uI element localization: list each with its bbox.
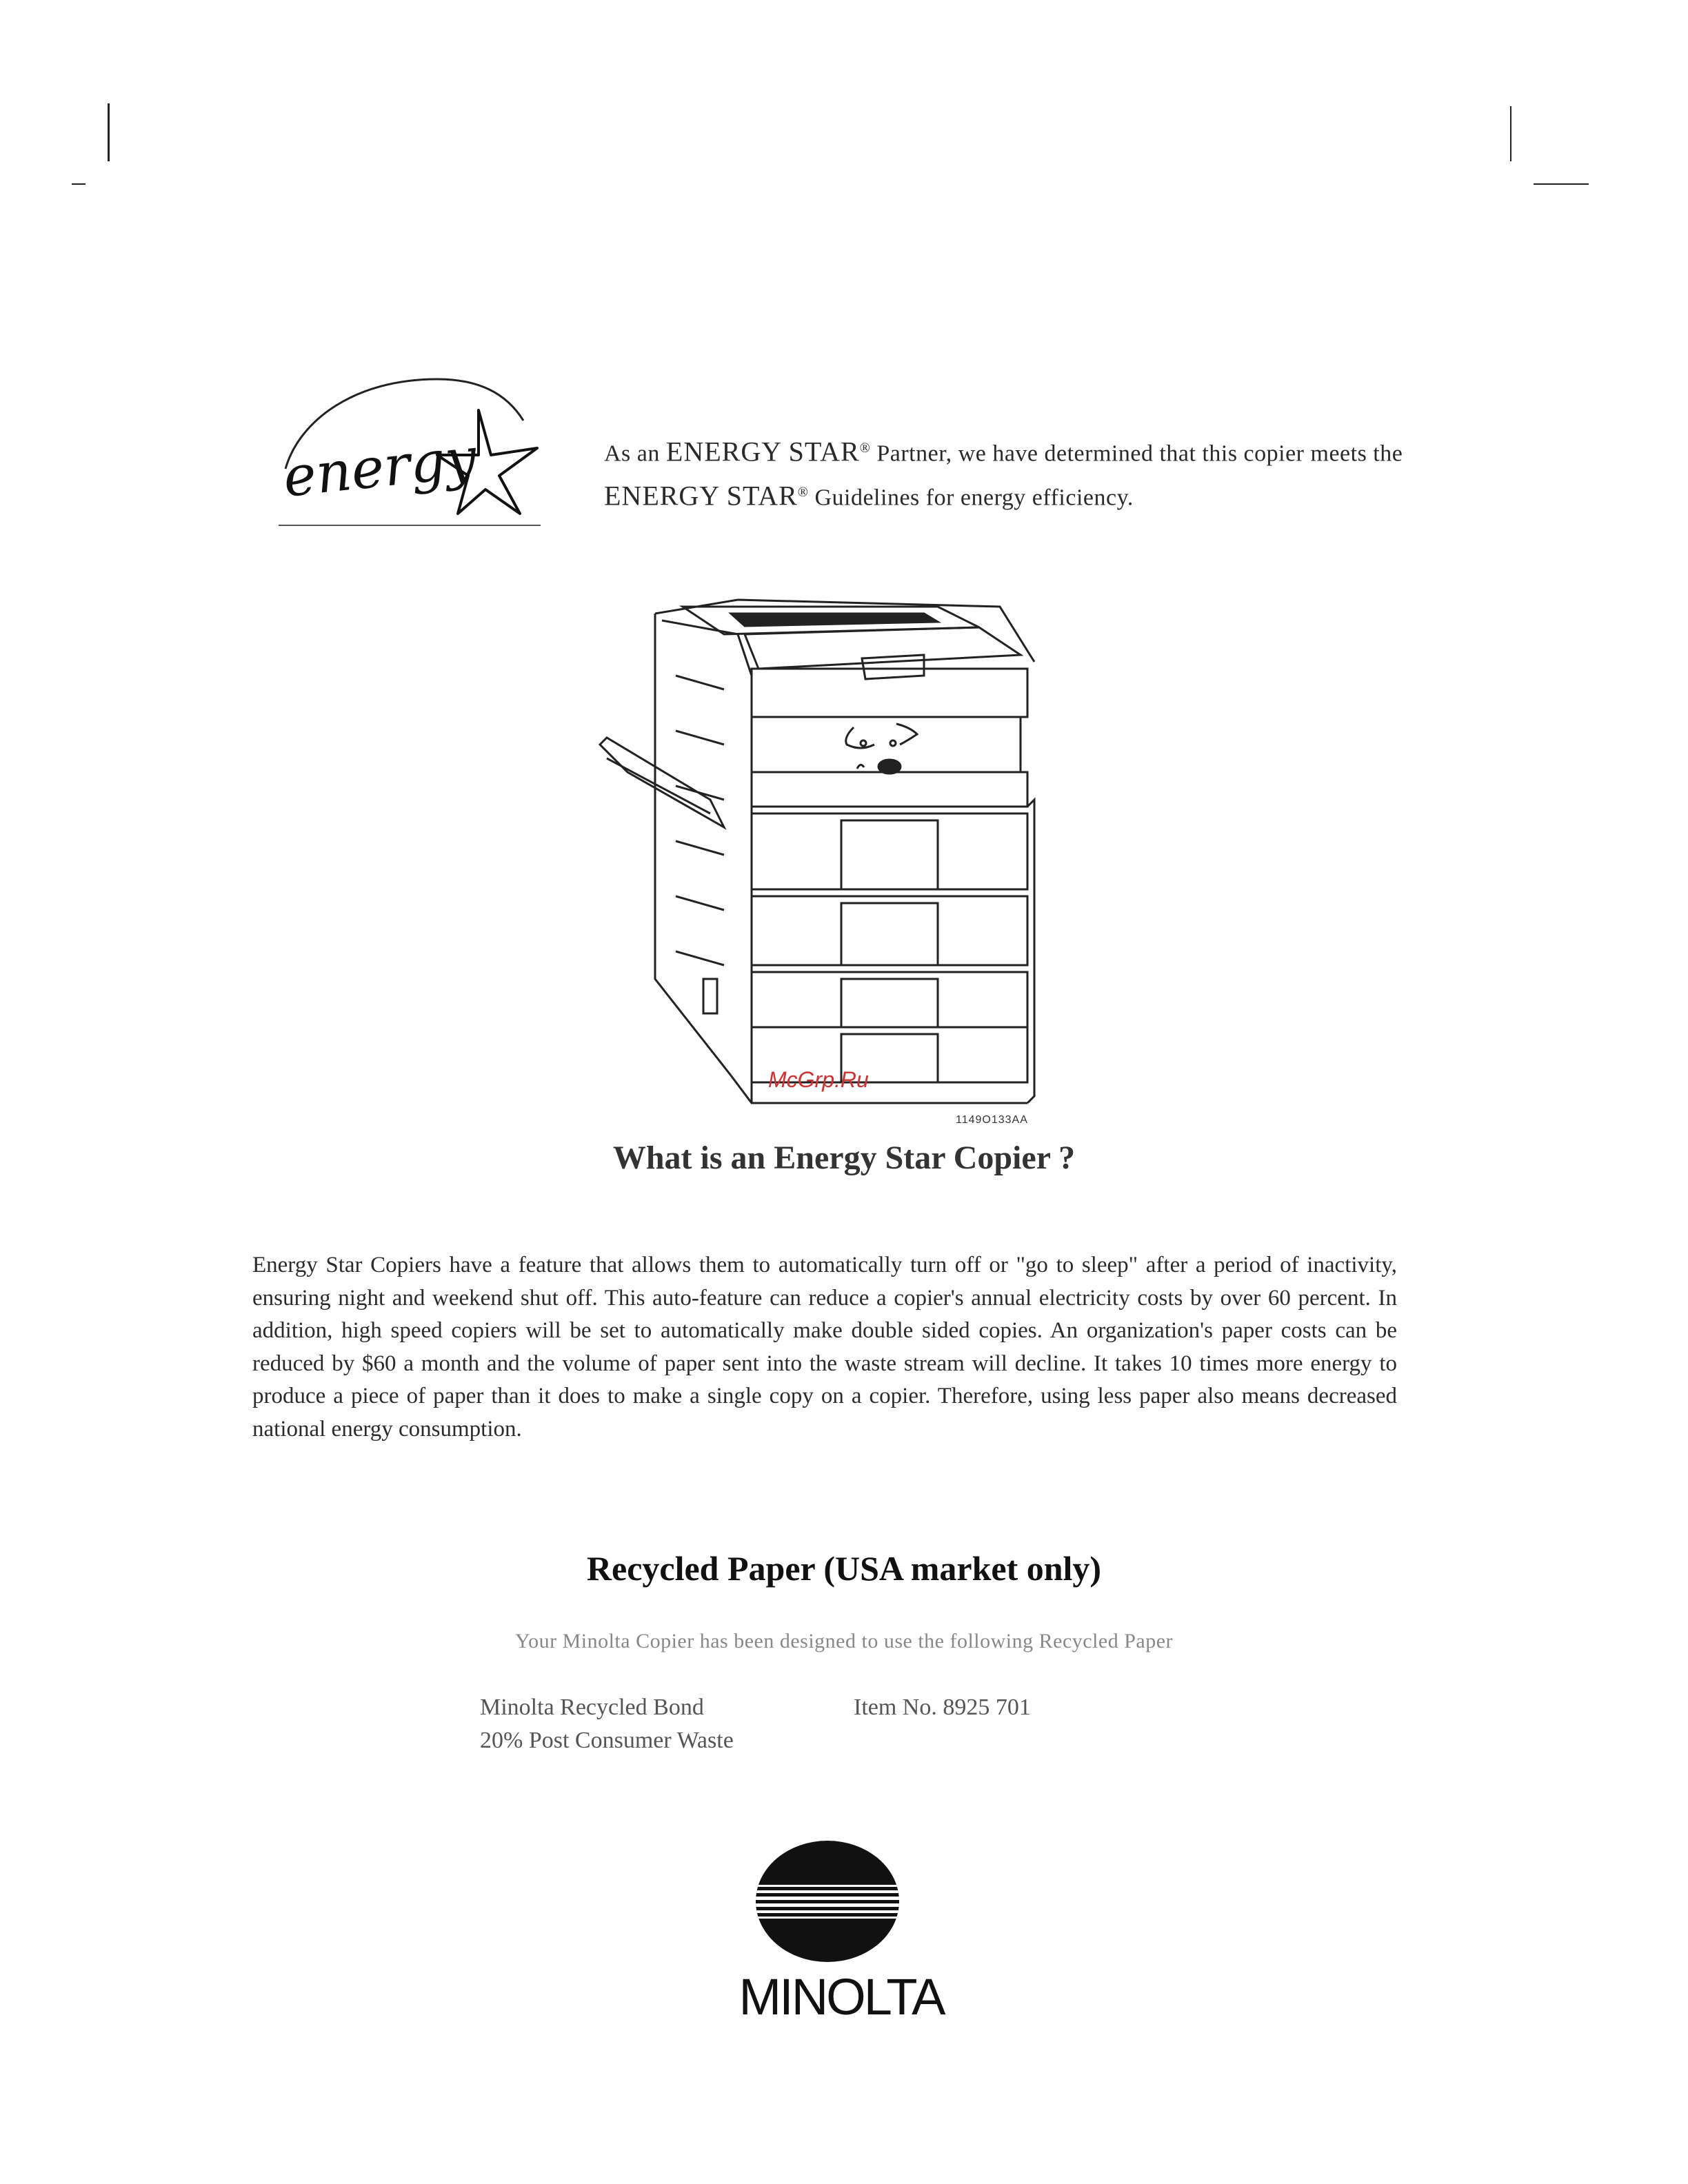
statement-middle: Partner, we have determined that this copier meets the <box>876 441 1403 467</box>
crop-mark <box>72 183 86 185</box>
crop-mark <box>1510 106 1511 161</box>
energy-star-brand: ENERGY STAR <box>665 436 860 467</box>
watermark: McGrp.Ru <box>768 1067 869 1092</box>
energy-star-description: Energy Star Copiers have a feature that allows them to automatically turn off or "go to sleep" after a period of inactivity, ensuring night and weekend shut off. This auto-feature can reduce a copier's annual electricity costs by over 60 percent. In addition, high speed copiers will be set to automatically make double sided copies. An organization's paper costs can be reduced by $60 a month and the volume of paper sent into the waste stream will decline. It takes 10 times more energy to produce a piece of paper than it does to make a single copy on a copier. Therefore, using less paper also means decreased national energy consumption. <box>252 1253 1397 1442</box>
product-name: Minolta Recycled Bond <box>480 1695 704 1720</box>
figure-id: 1149O133AA <box>956 1114 1028 1126</box>
section-title-recycled-paper: Recycled Paper (USA market only) <box>586 1549 1102 1588</box>
product-detail: 20% Post Consumer Waste <box>480 1728 734 1753</box>
statement-suffix: Guidelines for energy efficiency. <box>814 485 1134 511</box>
energy-star-brand: ENERGY STAR <box>604 480 798 512</box>
minolta-wordmark: MINOLTA <box>738 1968 944 2025</box>
energy-star-statement <box>604 429 1459 518</box>
minolta-logo <box>752 1839 903 1963</box>
registered-mark: ® <box>859 441 871 456</box>
section-title-energy-star: What is an Energy Star Copier ? <box>612 1140 1076 1176</box>
energy-star-logo <box>272 365 547 531</box>
item-number: Item No. 8925 701 <box>854 1695 1031 1720</box>
crop-mark <box>1534 183 1589 185</box>
recycled-paper-subtitle: Your Minolta Copier has been designed to use the following Recycled Paper <box>514 1630 1174 1652</box>
sleeping-copier-illustration <box>593 593 1048 1117</box>
registered-mark: ® <box>797 485 809 501</box>
crop-mark <box>108 103 110 161</box>
energy-script: energy <box>280 425 480 509</box>
statement-prefix: As an <box>604 441 660 467</box>
